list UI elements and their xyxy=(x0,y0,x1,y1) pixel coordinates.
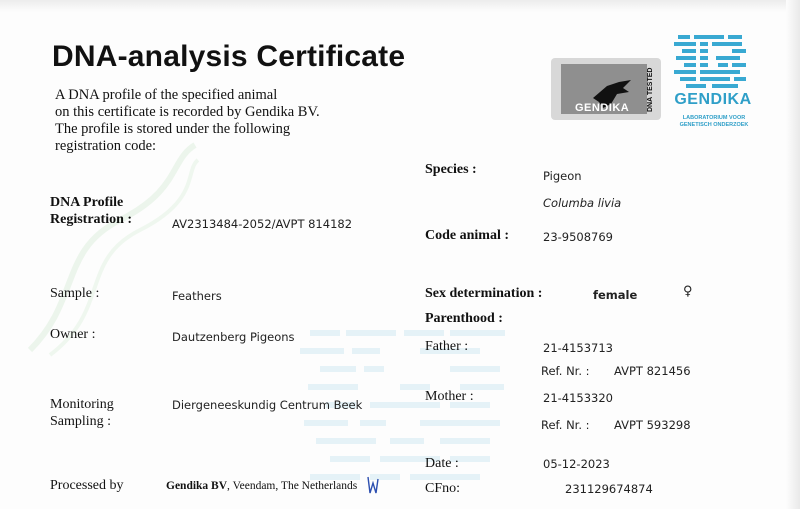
registration-label-1: DNA Profile xyxy=(50,195,124,210)
sex-determination-label: Sex determination : xyxy=(425,286,543,301)
cfno-label: CFno: xyxy=(425,481,461,496)
mother-ref-label: Ref. Nr. : xyxy=(541,418,590,432)
sex-value: female xyxy=(593,288,638,302)
father-label: Father : xyxy=(425,339,469,354)
processed-company: Gendika BV xyxy=(166,480,228,492)
registration-value: AV2313484-2052/AVPT 814182 xyxy=(172,217,353,231)
scan-edge-right xyxy=(786,0,800,509)
gendika-logo-icon xyxy=(672,33,752,89)
sample-value: Feathers xyxy=(172,289,222,303)
badge-brand-name: GENDIKA xyxy=(575,102,630,114)
processed-value xyxy=(166,480,357,492)
gendika-brand-name: GENDIKA xyxy=(674,91,752,108)
father-ref-value: AVPT 821456 xyxy=(614,364,691,378)
tagline-line: LABORATORIUM VOOR xyxy=(682,115,746,121)
monitoring-value: Diergeneeskundig Centrum Beek xyxy=(172,398,363,412)
certificate-title: DNA-analysis Certificate xyxy=(52,40,406,73)
owner-label: Owner : xyxy=(50,327,96,342)
dna-tested-badge xyxy=(551,58,661,120)
intro-text xyxy=(55,87,375,155)
code-animal-label: Code animal : xyxy=(425,228,509,243)
mother-value: 21-4153320 xyxy=(543,391,613,405)
mother-ref-value: AVPT 593298 xyxy=(614,418,691,432)
intro-line: on this certificate is recorded by Gendika BV. xyxy=(55,104,320,120)
parenthood-label: Parenthood : xyxy=(425,311,503,326)
species-label: Species : xyxy=(425,162,477,177)
intro-line: registration code: xyxy=(55,138,157,154)
intro-line: The profile is stored under the following xyxy=(55,121,291,137)
signature-mark xyxy=(366,475,380,495)
dna-helix-watermark xyxy=(20,140,200,360)
species-value: Pigeon xyxy=(543,169,582,183)
date-value: 05-12-2023 xyxy=(543,457,610,471)
owner-value: Dautzenberg Pigeons xyxy=(172,330,295,344)
female-symbol-icon: ♀ xyxy=(683,284,693,299)
registration-label-2: Registration : xyxy=(50,212,133,227)
gendika-tagline xyxy=(666,115,762,129)
father-value: 21-4153713 xyxy=(543,341,613,355)
badge-photo xyxy=(561,64,647,114)
father-ref-label: Ref. Nr. : xyxy=(541,364,590,378)
badge-dna-tested-label: DNA TESTED xyxy=(647,67,654,113)
sample-label: Sample : xyxy=(50,286,100,301)
processed-label: Processed by xyxy=(50,478,124,493)
monitoring-label-2: Sampling : xyxy=(50,414,112,429)
cfno-value: 231129674874 xyxy=(565,482,653,496)
scan-edge-top xyxy=(0,0,800,12)
processed-location: , Veendam, The Netherlands xyxy=(227,480,358,492)
code-animal-value: 23-9508769 xyxy=(543,230,613,244)
intro-line: A DNA profile of the specified animal xyxy=(55,87,278,103)
tagline-line: GENETISCH ONDERZOEK xyxy=(679,122,749,128)
monitoring-label-1: Monitoring xyxy=(50,397,114,412)
mother-label: Mother : xyxy=(425,389,474,404)
species-latin-value: Columba livia xyxy=(543,196,622,210)
date-label: Date : xyxy=(425,456,459,471)
